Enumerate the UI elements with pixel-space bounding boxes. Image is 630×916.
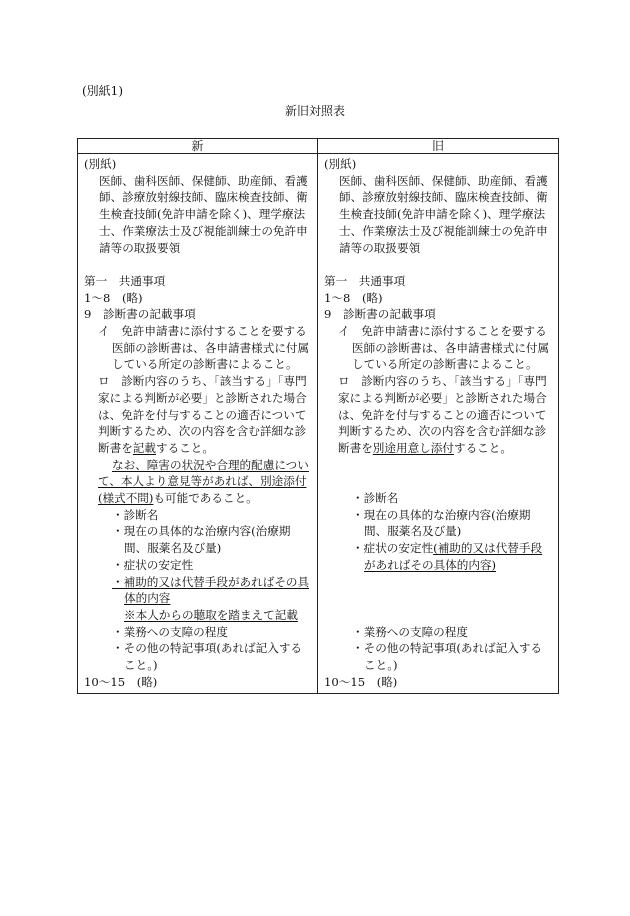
new-column: [78, 154, 318, 694]
new-items-1-8: 1〜8 (略): [84, 290, 143, 305]
old-doc-title: 医師、歯科医師、保健師、助産師、看護師、診療放射線技師、臨床検査技師、衛生検査技師(免許申請を除く)、理学療法士、作業療法士及び視能訓練士の免許申請等の取扱要領: [339, 173, 548, 255]
header-new: 新: [78, 139, 318, 154]
new-section-1: 第一 共通事項: [84, 273, 166, 288]
table-header-row: [78, 139, 559, 154]
new-bullet-alternatives: ・補助的又は代替手段があればその具体的内容: [112, 574, 310, 606]
new-bullet-treatment: ・現在の具体的な治療内容(治療期間、服薬名及び量): [112, 524, 291, 556]
new-bullet-impact: ・業務への支障の程度: [112, 624, 228, 639]
table-row: [78, 154, 559, 694]
new-items-10-15: 10〜15 (略): [84, 674, 158, 689]
old-column: [318, 154, 559, 694]
old-ro-amended: 別途用意し添付: [372, 440, 454, 455]
old-bullet-other: ・その他の特記事項(あれば記入すること。): [352, 641, 543, 672]
comparison-table: [77, 138, 559, 694]
new-ro-amended: 記載: [132, 440, 156, 455]
new-note: なお、障害の状況や合理的配慮について、本人より意見等があれば、別途添付(様式不問)も可能であること。: [98, 457, 309, 506]
page-title: 新旧対照表: [284, 104, 345, 118]
new-bullet-other: ・その他の特記事項(あれば記入すること。): [112, 641, 303, 673]
old-stability-amended: (補助的又は代替手段があればその具体的内容): [364, 541, 543, 572]
header-old: 旧: [318, 139, 559, 154]
old-item-9: 9 診断書の記載事項: [324, 307, 436, 322]
new-note-amended: なお、障害の状況や合理的配慮について、本人より意見等があれば、別途添付(様式不問): [98, 457, 309, 506]
old-section-1: 第一 共通事項: [324, 273, 406, 288]
old-annex: (別紙): [324, 157, 357, 171]
old-bullet-diagnosis: ・診断名: [352, 491, 399, 506]
new-bullet-diagnosis: ・診断名: [112, 507, 159, 522]
old-bullet-impact: ・業務への支障の程度: [352, 624, 468, 639]
new-bullet-stability: ・症状の安定性: [112, 557, 194, 572]
new-item-i: イ 免許申請書に添付することを要する医師の診断書は、各申請書様式に付属している所定の診断書によること。: [98, 324, 310, 372]
old-item-i: イ 免許申請書に添付することを要する医師の診断書は、各申請書様式に付属している所定の診断書によること。: [338, 324, 550, 372]
new-bullet-alternatives-note: ※本人からの聴取を踏まえて記載: [124, 607, 298, 622]
old-items-10-15: 10〜15 (略): [324, 674, 398, 689]
new-item-ro: ロ 診断内容のうち、「該当する」「専門家による判断が必要」と診断された場合は、免許を付与することの適否について判断するため、次の内容を含む詳細な診断書を記載すること。: [98, 374, 307, 455]
old-items-1-8: 1〜8 (略): [324, 290, 383, 305]
old-item-ro: ロ 診断内容のうち、「該当する」「専門家による判断が必要」と診断された場合は、免許を付与することの適否について判断するため、次の内容を含む詳細な診断書を別途用意し添付すること。: [338, 374, 547, 455]
new-annex: (別紙): [84, 157, 117, 171]
annex-label: (別紙1): [82, 84, 123, 98]
new-item-9: 9 診断書の記載事項: [84, 307, 196, 322]
old-bullet-treatment: ・現在の具体的な治療内容(治療期間、服薬名及び量): [352, 507, 531, 539]
old-bullet-stability: ・症状の安定性(補助的又は代替手段があればその具体的内容): [352, 541, 543, 572]
new-doc-title: 医師、歯科医師、保健師、助産師、看護師、診療放射線技師、臨床検査技師、衛生検査技師(免許申請を除く)、理学療法士、作業療法士及び視能訓練士の免許申請等の取扱要領: [99, 173, 308, 255]
